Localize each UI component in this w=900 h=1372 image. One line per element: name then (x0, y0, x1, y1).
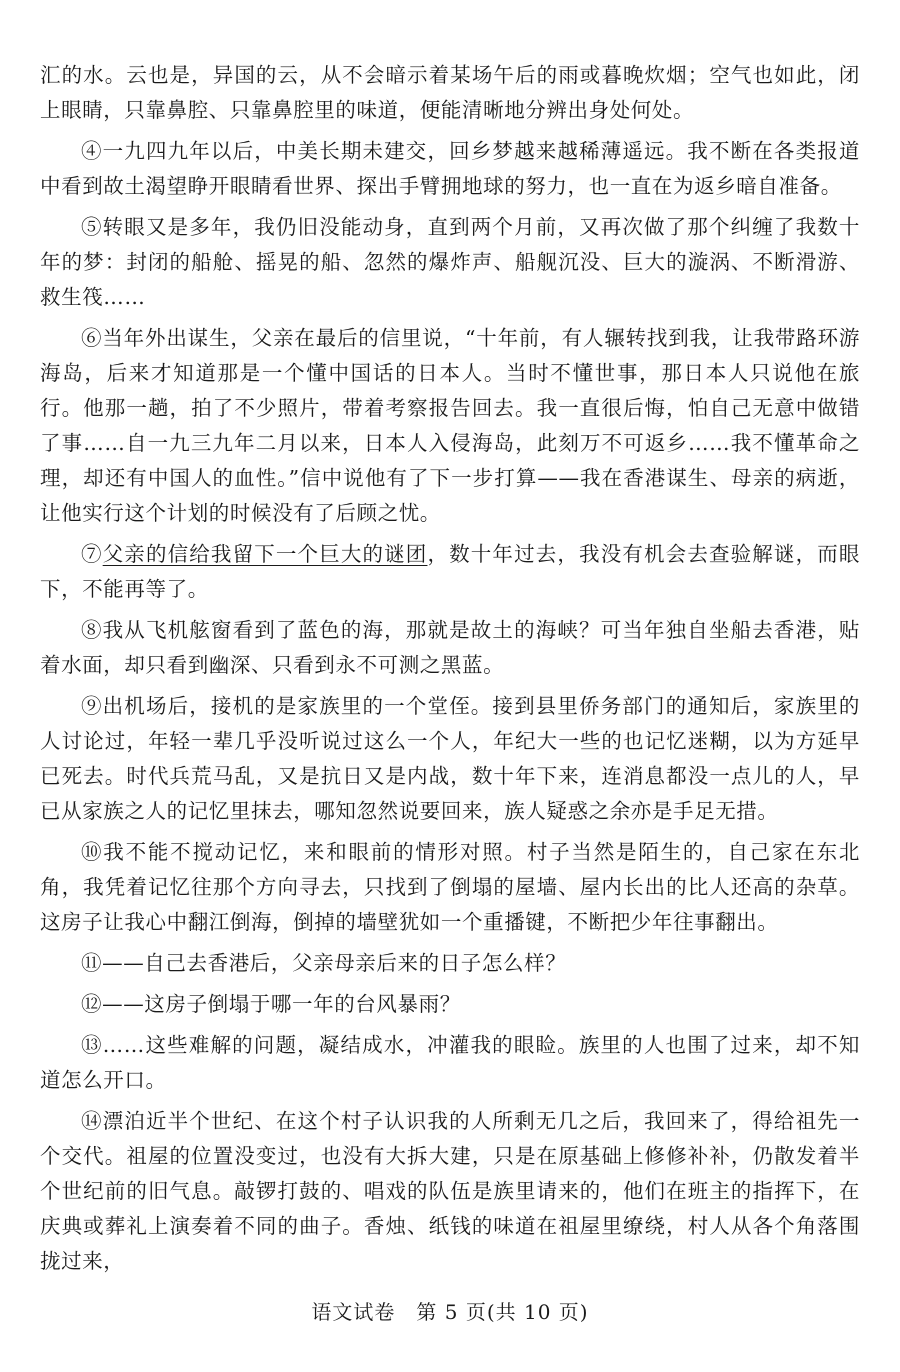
paragraph-4: ④一九四九年以后，中美长期未建交，回乡梦越来越稀薄遥远。我不断在各类报道中看到故土渴望睁开眼睛看世界、探出手臂拥地球的努力，也一直在为返乡暗自准备。 (40, 139, 860, 198)
paragraph-14: ⑭漂泊近半个世纪、在这个村子认识我的人所剩无几之后，我回来了，得给祖先一个交代。祖屋的位置没变过，也没有大拆大建，只是在原基础上修修补补，仍散发着半个世纪前的旧气息。敲锣打鼓的、唱戏的队伍是族里请来的，他们在班主的指挥下，在庆典或葬礼上演奏着不同的曲子。香烛、纸钱的味道在祖屋里缭绕，村人从各个角落围拢过来， (40, 1109, 860, 1273)
paragraph-7-number: ⑦ (81, 542, 103, 566)
paragraph-11: ⑪——自己去香港后，父亲母亲后来的日子怎么样？ (81, 951, 567, 975)
paragraph-7-rest: ，数十年过去，我没有机会去查验解谜，而眼下，不能再等了。 (40, 542, 860, 601)
paragraph-6: ⑥当年外出谋生，父亲在最后的信里说，“十年前，有人辗转找到我，让我带路环游海岛，后来才知道那是一个懂中国话的日本人。当时不懂世事，那日本人只说他在旅行。他那一趟，拍了不少照片，带着考察报告回去。我一直很后悔，怕自己无意中做错了事……自一九三九年二月以来，日本人入侵海岛，此刻万不可返乡……我不懂革命之理，却还有中国人的血性。”信中说他有了下一步打算——我在香港谋生、母亲的病逝，让他实行这个计划的时候没有了后顾之忧。 (40, 326, 860, 525)
paragraph-13: ⑬……这些难解的问题，凝结成水，冲灌我的眼睑。族里的人也围了过来，却不知道怎么开口。 (40, 1033, 860, 1092)
paragraph-12: ⑫——这房子倒塌于哪一年的台风暴雨？ (81, 992, 461, 1016)
exam-page (40, 0, 860, 1372)
paragraph-9: ⑨出机场后，接机的是家族里的一个堂侄。接到县里侨务部门的通知后，家族里的人讨论过，年轻一辈几乎没听说过这么一个人，年纪大一些的也记忆迷糊，以为方延早已死去。时代兵荒马乱，又是抗日又是内战，数十年下来，连消息都没一点儿的人，早已从家族之人的记忆里抹去，哪知忽然说要回来，族人疑惑之余亦是手足无措。 (40, 694, 860, 823)
paragraph-10: ⑩我不能不搅动记忆，来和眼前的情形对照。村子当然是陌生的，自己家在东北角，我凭着记忆往那个方向寻去，只找到了倒塌的屋墙、屋内长出的比人还高的杂草。这房子让我心中翻江倒海，倒掉的墙壁犹如一个重播键，不断把少年往事翻出。 (40, 840, 860, 934)
paragraph-7 (40, 537, 860, 607)
paragraph-8: ⑧我从飞机舷窗看到了蓝色的海，那就是故土的海峡？可当年独自坐船去香港，贴着水面，却只看到幽深、只看到永不可测之黑蓝。 (40, 618, 860, 677)
page-footer: 语文试卷 第 5 页(共 10 页) (311, 1300, 589, 1324)
paragraph-continued: 汇的水。云也是，异国的云，从不会暗示着某场午后的雨或暮晚炊烟；空气也如此，闭上眼睛，只靠鼻腔、只靠鼻腔里的味道，便能清晰地分辨出身处何处。 (40, 63, 860, 122)
underlined-sentence: 父亲的信给我留下一个巨大的谜团 (102, 542, 428, 566)
paragraph-5: ⑤转眼又是多年，我仍旧没能动身，直到两个月前，又再次做了那个纠缠了我数十年的梦：封闭的船舱、摇晃的船、忽然的爆炸声、船舰沉没、巨大的漩涡、不断滑游、救生筏…… (40, 215, 860, 309)
article-body (40, 0, 860, 1279)
